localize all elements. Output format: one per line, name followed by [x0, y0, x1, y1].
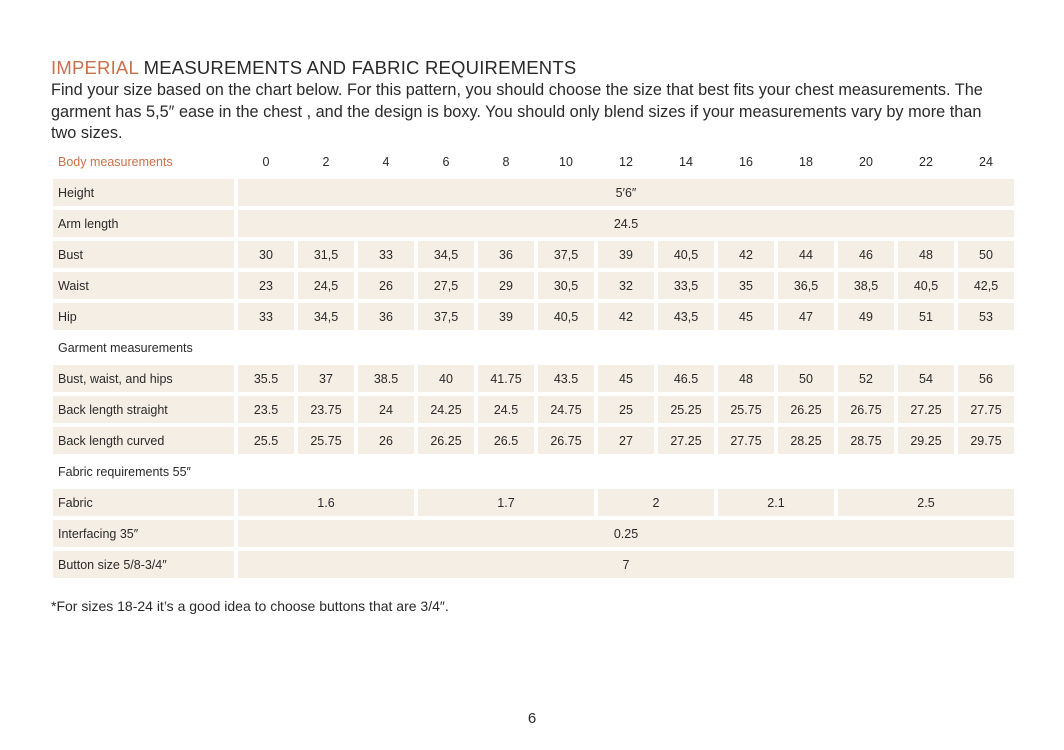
value-cell: 27: [598, 427, 654, 454]
value-cell: 46.5: [658, 365, 714, 392]
value-cell: 37,5: [418, 303, 474, 330]
value-cell: 24,5: [298, 272, 354, 299]
value-cell: 32: [598, 272, 654, 299]
value-cell: 7: [238, 551, 1014, 578]
value-cell: 45: [718, 303, 774, 330]
value-cell: 50: [958, 241, 1014, 268]
value-cell: 48: [718, 365, 774, 392]
page-title: [51, 57, 576, 79]
value-cell: 43,5: [658, 303, 714, 330]
value-cell: 50: [778, 365, 834, 392]
value-cell: 38,5: [838, 272, 894, 299]
value-cell: 26.5: [478, 427, 534, 454]
table-row-arm-length: [53, 210, 1014, 237]
table-row-waist: [53, 272, 1014, 299]
size-header-10: 10: [559, 154, 573, 169]
value-cell: 34,5: [418, 241, 474, 268]
size-header-22: 22: [919, 154, 933, 169]
row-label: Waist: [53, 272, 234, 299]
row-label: Height: [53, 179, 234, 206]
value-cell: 25.75: [718, 396, 774, 423]
row-label: Bust, waist, and hips: [53, 365, 234, 392]
table-row-bust: [53, 241, 1014, 268]
value-cell: 2: [598, 489, 714, 516]
value-cell: 27,5: [418, 272, 474, 299]
value-cell: 24.5: [238, 210, 1014, 237]
value-cell: 51: [898, 303, 954, 330]
size-header-12: 12: [619, 154, 633, 169]
value-cell: 47: [778, 303, 834, 330]
value-cell: 45: [598, 365, 654, 392]
value-cell: 34,5: [298, 303, 354, 330]
value-cell: 23.5: [238, 396, 294, 423]
value-cell: 52: [838, 365, 894, 392]
size-header-16: 16: [739, 154, 753, 169]
value-cell: 26.25: [418, 427, 474, 454]
value-cell: 27.75: [718, 427, 774, 454]
value-cell: 26: [358, 272, 414, 299]
value-cell: 33: [358, 241, 414, 268]
size-header-6: 6: [442, 154, 450, 169]
value-cell: 28.25: [778, 427, 834, 454]
value-cell: 40,5: [658, 241, 714, 268]
value-cell: 39: [478, 303, 534, 330]
row-label: Button size 5/8-3/4″: [53, 551, 234, 578]
size-header-20: 20: [859, 154, 873, 169]
value-cell: 33,5: [658, 272, 714, 299]
value-cell: 36: [478, 241, 534, 268]
row-label: Fabric: [53, 489, 234, 516]
value-cell: 27.25: [658, 427, 714, 454]
row-label: Hip: [53, 303, 234, 330]
value-cell: 41.75: [478, 365, 534, 392]
value-cell: 37: [298, 365, 354, 392]
value-cell: 48: [898, 241, 954, 268]
value-cell: 26: [358, 427, 414, 454]
value-cell: 30,5: [538, 272, 594, 299]
table-row-button-size-5-8-3-4: [53, 551, 1014, 578]
size-chart-body: [53, 179, 1014, 578]
title-rest: MEASUREMENTS AND FABRIC REQUIREMENTS: [143, 57, 577, 78]
value-cell: 1.7: [418, 489, 594, 516]
value-cell: 36,5: [778, 272, 834, 299]
value-cell: 40: [418, 365, 474, 392]
footnote: *For sizes 18-24 it’s a good idea to choose buttons that are 3/4″.: [51, 598, 449, 614]
size-header-4: 4: [382, 154, 390, 169]
value-cell: 54: [898, 365, 954, 392]
page-number: 6: [527, 710, 537, 727]
size-header-14: 14: [679, 154, 693, 169]
value-cell: 25.5: [238, 427, 294, 454]
value-cell: 29.25: [898, 427, 954, 454]
value-cell: 27.25: [898, 396, 954, 423]
value-cell: 0.25: [238, 520, 1014, 547]
size-header-2: 2: [322, 154, 330, 169]
value-cell: 38.5: [358, 365, 414, 392]
value-cell: 27.75: [958, 396, 1014, 423]
table-row-back-length-straight: [53, 396, 1014, 423]
value-cell: 25: [598, 396, 654, 423]
table-row-back-length-curved: [53, 427, 1014, 454]
section-row-garment-measurements: [53, 334, 1014, 361]
row-label: Back length straight: [53, 396, 234, 423]
value-cell: 42: [598, 303, 654, 330]
size-header-8: 8: [502, 154, 510, 169]
value-cell: 23.75: [298, 396, 354, 423]
intro-paragraph: Find your size based on the chart below. For this pattern, you should choose the size that best fits your chest measurements. The garment has 5,5″ ease in the chest , and the design is boxy. You should only blend sizes if your measurements vary by more than two sizes.: [51, 81, 983, 142]
value-cell: 42,5: [958, 272, 1014, 299]
value-cell: 30: [238, 241, 294, 268]
value-cell: 5′6″: [238, 179, 1014, 206]
value-cell: 37,5: [538, 241, 594, 268]
row-label: Arm length: [53, 210, 234, 237]
value-cell: 56: [958, 365, 1014, 392]
value-cell: 24: [358, 396, 414, 423]
section-heading: Garment measurements: [58, 340, 193, 355]
value-cell: 26.25: [778, 396, 834, 423]
row-label: Interfacing 35″: [53, 520, 234, 547]
value-cell: 28.75: [838, 427, 894, 454]
value-cell: 33: [238, 303, 294, 330]
size-header-0: 0: [262, 154, 270, 169]
value-cell: 2.5: [838, 489, 1014, 516]
value-cell: 40,5: [898, 272, 954, 299]
value-cell: 25.75: [298, 427, 354, 454]
value-cell: 25.25: [658, 396, 714, 423]
table-row-interfacing-35: [53, 520, 1014, 547]
table-row-bust-waist-and-hips: [53, 365, 1014, 392]
value-cell: 26.75: [838, 396, 894, 423]
value-cell: 35.5: [238, 365, 294, 392]
value-cell: 24.25: [418, 396, 474, 423]
table-row-fabric: [53, 489, 1014, 516]
value-cell: 44: [778, 241, 834, 268]
value-cell: 39: [598, 241, 654, 268]
section-heading: Fabric requirements 55″: [58, 464, 191, 479]
row-label: Back length curved: [53, 427, 234, 454]
value-cell: 29.75: [958, 427, 1014, 454]
value-cell: 49: [838, 303, 894, 330]
value-cell: 46: [838, 241, 894, 268]
value-cell: 35: [718, 272, 774, 299]
title-accent: IMPERIAL: [51, 57, 139, 78]
value-cell: 23: [238, 272, 294, 299]
table-row-hip: [53, 303, 1014, 330]
value-cell: 42: [718, 241, 774, 268]
value-cell: 31,5: [298, 241, 354, 268]
value-cell: 29: [478, 272, 534, 299]
value-cell: 26.75: [538, 427, 594, 454]
value-cell: 24.75: [538, 396, 594, 423]
value-cell: 24.5: [478, 396, 534, 423]
row-label: Bust: [53, 241, 234, 268]
value-cell: 1.6: [238, 489, 414, 516]
table-row-height: [53, 179, 1014, 206]
size-header-row: [53, 148, 1014, 175]
value-cell: 53: [958, 303, 1014, 330]
size-header-24: 24: [979, 154, 993, 169]
value-cell: 43.5: [538, 365, 594, 392]
size-header-18: 18: [799, 154, 813, 169]
value-cell: 36: [358, 303, 414, 330]
value-cell: 40,5: [538, 303, 594, 330]
body-measurements-heading: Body measurements: [58, 154, 173, 169]
section-row-fabric-requirements-55: [53, 458, 1014, 485]
value-cell: 2.1: [718, 489, 834, 516]
size-chart-table: [49, 144, 1018, 582]
